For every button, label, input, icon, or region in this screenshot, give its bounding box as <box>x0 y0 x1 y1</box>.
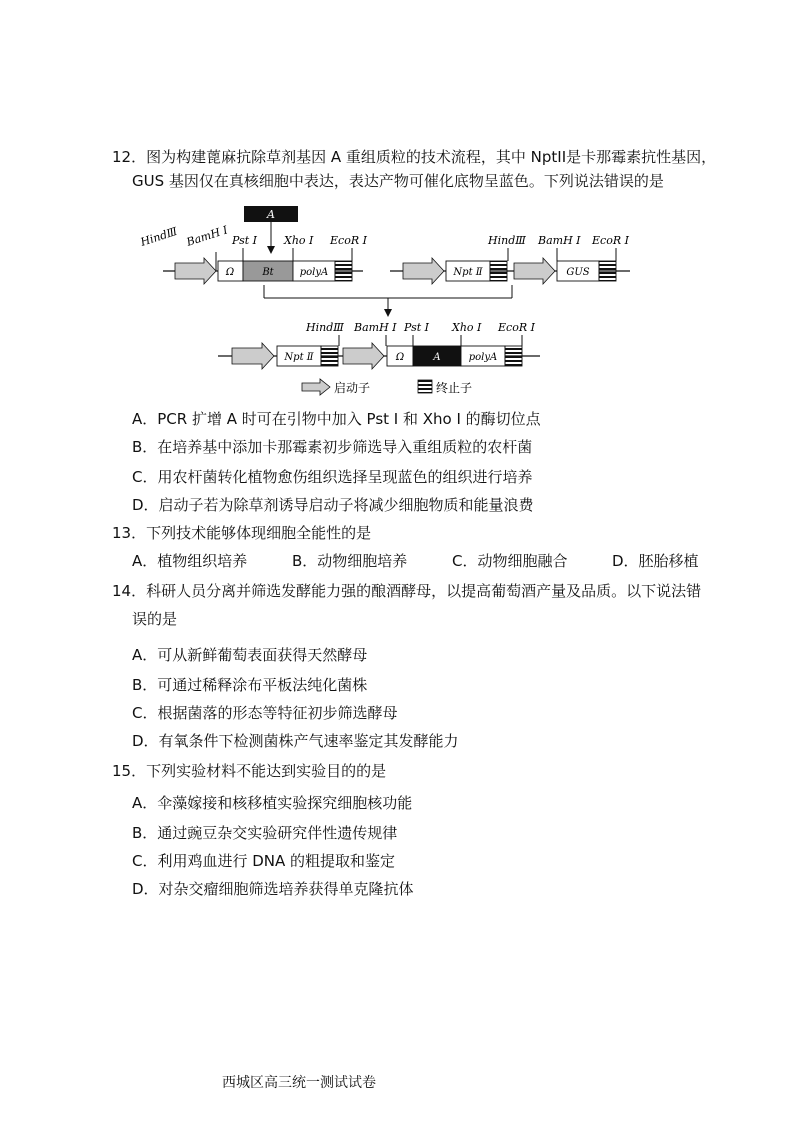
q12-stem-line1: 12．图为构建蓖麻抗除草剂基因 A 重组质粒的技术流程，其中 NptII是卡那霉素抗性基因， <box>112 148 717 166</box>
gene-a-label: A <box>267 208 275 221</box>
q12-stem-line2: GUS 基因仅在真核细胞中表达，表达产物可催化底物呈蓝色。下列说法错误的是 <box>132 172 664 190</box>
site-xhoi-b: Xho Ⅰ <box>452 321 482 334</box>
polya-label: polyA <box>299 267 329 278</box>
q13-option-c: C．动物细胞融合 <box>452 552 568 570</box>
q12-option-a: A．PCR 扩增 A 时可在引物中加入 Pst Ⅰ 和 Xho Ⅰ 的酶切位点 <box>132 410 541 428</box>
promoter-arrow <box>403 258 444 284</box>
terminator-box <box>335 261 352 281</box>
site-hindiii-tl: HindⅢ <box>138 224 179 249</box>
bt-label: Bt <box>262 267 274 278</box>
q13-option-b: B．动物细胞培养 <box>292 552 408 570</box>
site-bamhi-tl: BamH Ⅰ <box>184 223 230 249</box>
nptii-label: Npt Ⅱ <box>284 352 314 363</box>
page-footer: 西城区高三统一测试试卷 <box>222 1075 376 1091</box>
q13-option-d: D．胚胎移植 <box>612 552 699 570</box>
q15-option-d: D．对杂交瘤细胞筛选培养获得单克隆抗体 <box>132 880 414 898</box>
q12-option-b: B．在培养基中添加卡那霉素初步筛选导入重组质粒的农杆菌 <box>132 438 533 456</box>
promoter-arrow <box>232 343 274 369</box>
terminator-box <box>505 346 522 366</box>
q14-option-b: B．可通过稀释涂布平板法纯化菌株 <box>132 676 368 694</box>
site-psti-tl: Pst Ⅰ <box>232 234 258 247</box>
promoter-arrow <box>343 343 384 369</box>
legend-promoter-icon <box>302 379 330 395</box>
terminator-box <box>321 346 338 366</box>
q13-stem: 13．下列技术能够体现细胞全能性的是 <box>112 524 372 542</box>
legend-terminator-label: 终止子 <box>436 381 473 395</box>
q14-stem-line2: 误的是 <box>132 610 178 628</box>
q15-option-a: A．伞藻嫁接和核移植实验探究细胞核功能 <box>132 794 413 812</box>
gene-a-insert-label: A <box>433 352 441 363</box>
site-bamhi-b: BamH Ⅰ <box>354 321 397 334</box>
q14-option-c: C．根据菌落的形态等特征初步筛选酵母 <box>132 704 398 722</box>
nptii-label: Npt Ⅱ <box>453 267 483 278</box>
site-psti-b: Pst Ⅰ <box>404 321 430 334</box>
q12-option-d: D．启动子若为除草剂诱导启动子将减少细胞物质和能量浪费 <box>132 496 534 514</box>
promoter-arrow <box>514 258 555 284</box>
legend-promoter-label: 启动子 <box>334 381 371 395</box>
q14-option-a: A．可从新鲜葡萄表面获得天然酵母 <box>132 646 368 664</box>
site-ecori-tr: EcoR Ⅰ <box>592 234 629 247</box>
gus-label: GUS <box>566 267 590 278</box>
site-hindiii-b: HindⅢ <box>306 321 344 334</box>
q13-option-a: A．植物组织培养 <box>132 552 248 570</box>
terminator-box <box>599 261 616 281</box>
q12-option-c: C．用农杆菌转化植物愈伤组织选择呈现蓝色的组织进行培养 <box>132 468 533 486</box>
q12-diagram <box>0 200 800 410</box>
site-xhoi-tl: Xho Ⅰ <box>284 234 314 247</box>
polya-label: polyA <box>468 352 498 363</box>
site-ecori-tl: EcoR Ⅰ <box>330 234 367 247</box>
q14-stem-line1: 14．科研人员分离并筛选发酵能力强的酿酒酵母，以提高葡萄酒产量及品质。以下说法错 <box>112 582 702 600</box>
site-ecori-b: EcoR Ⅰ <box>498 321 535 334</box>
site-bamhi-tr: BamH Ⅰ <box>538 234 581 247</box>
promoter-arrow <box>175 258 216 284</box>
q15-stem: 15．下列实验材料不能达到实验目的的是 <box>112 762 387 780</box>
q14-option-d: D．有氧条件下检测菌株产气速率鉴定其发酵能力 <box>132 732 459 750</box>
terminator-box <box>490 261 507 281</box>
q15-option-b: B．通过豌豆杂交实验研究伴性遗传规律 <box>132 824 398 842</box>
omega-label: Ω <box>225 267 235 278</box>
omega-label: Ω <box>395 352 405 363</box>
legend-terminator-icon <box>418 380 432 393</box>
q15-option-c: C．利用鸡血进行 DNA 的粗提取和鉴定 <box>132 852 396 870</box>
site-hindiii-tr: HindⅢ <box>488 234 526 247</box>
